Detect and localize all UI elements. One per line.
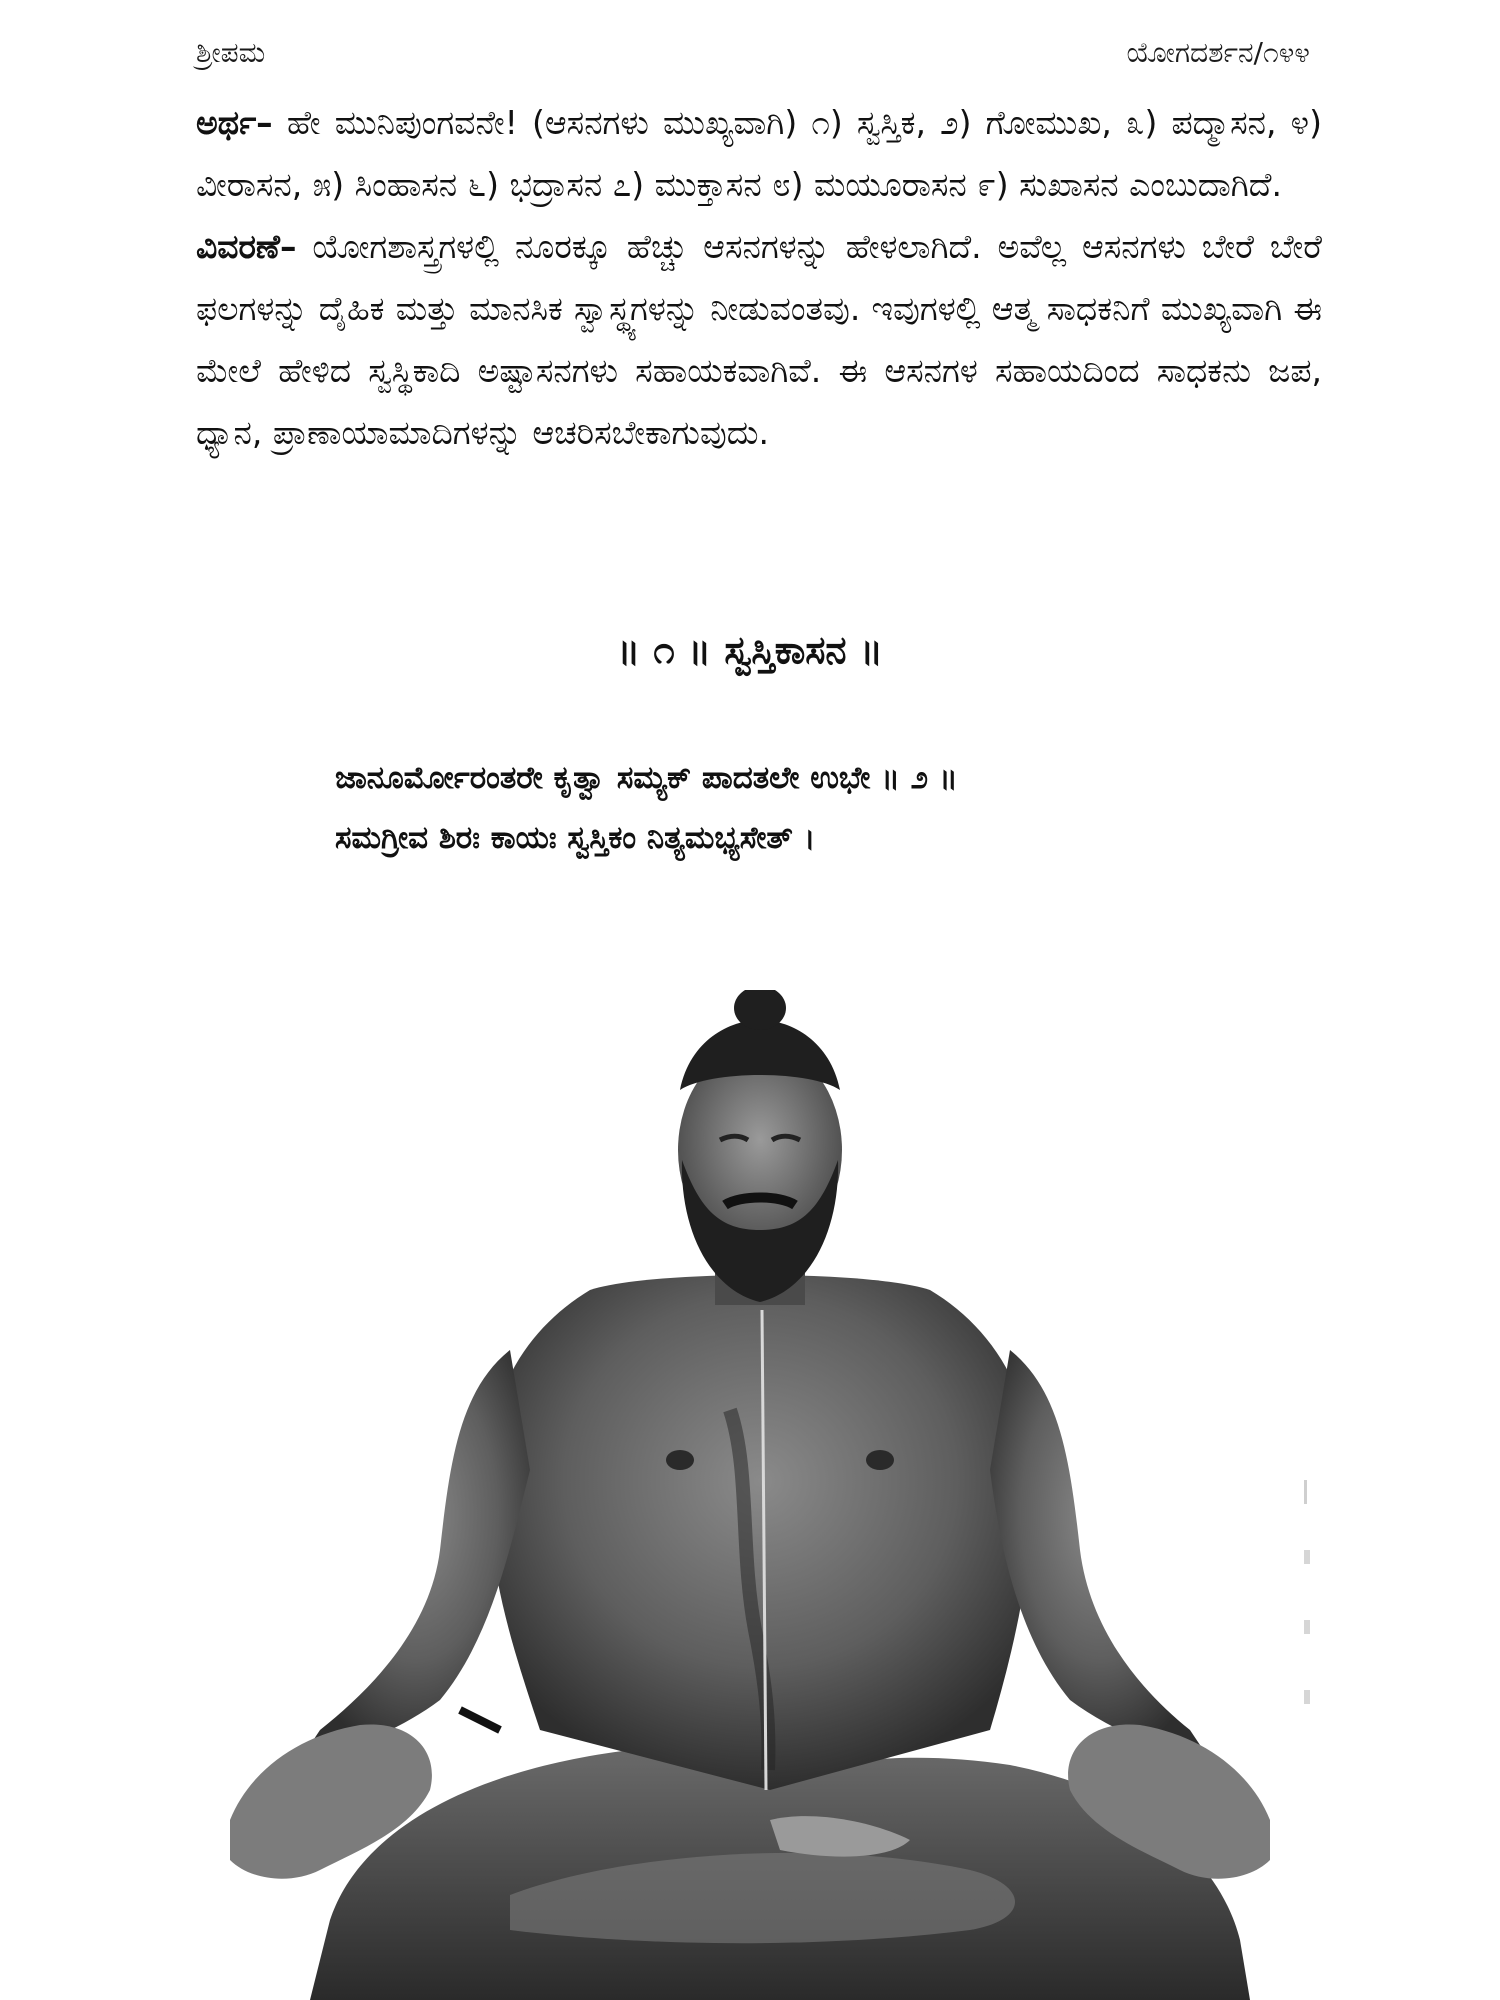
page-header-left: ಶ್ರೀಪಮ	[196, 36, 266, 69]
page-header-right: ಯೋಗದರ್ಶನ/೧೪೪	[1126, 36, 1310, 69]
body-text	[196, 92, 1322, 464]
sanskrit-verse	[335, 748, 1235, 868]
meaning-text: ಹೇ ಮುನಿಪುಂಗವನೇ! (ಆಸನಗಳು ಮುಖ್ಯವಾಗಿ) ೧) ಸ್ವಸ್ತಿಕ, ೨) ಗೋಮುಖ, ೩) ಪದ್ಮಾಸನ, ೪) ವೀರಾಸನ, ೫) ಸಿಂಹಾಸನ ೬) ಭದ್ರಾಸನ ೭) ಮುಕ್ತಾಸನ ೮) ಮಯೂರಾಸನ ೯) ಸುಖಾಸನ ಎಂಬುದಾಗಿದೆ.	[196, 103, 1322, 204]
meaning-label: ಅರ್ಥ–	[196, 103, 273, 142]
section-title: ॥ ೧ ॥ ಸ್ವಸ್ತಿಕಾಸನ ॥	[617, 628, 883, 672]
verse-line-1: ಜಾನೂರ್ಮೋರಂತರೇ ಕೃತ್ವಾ ಸಮ್ಯಕ್ ಪಾದತಲೇ ಉಭೇ ॥ ೨ ॥	[335, 760, 958, 796]
meaning-paragraph	[196, 92, 1322, 216]
margin-marks	[1296, 1480, 1326, 1740]
explanation-text: ಯೋಗಶಾಸ್ತ್ರಗಳಲ್ಲಿ ನೂರಕ್ಕೂ ಹೆಚ್ಚು ಆಸನಗಳನ್ನು ಹೇಳಲಾಗಿದೆ. ಅವೆಲ್ಲ ಆಸನಗಳು ಬೇರೆ ಬೇರೆ ಫಲಗಳನ್ನು ದೈಹಿಕ ಮತ್ತು ಮಾನಸಿಕ ಸ್ವಾಸ್ಥ್ಯಗಳನ್ನು ನೀಡುವಂತವು. ಇವುಗಳಲ್ಲಿ ಆತ್ಮ ಸಾಧಕನಿಗೆ ಮುಖ್ಯವಾಗಿ ಈ ಮೇಲೆ ಹೇಳಿದ ಸ್ವಸ್ಥಿಕಾದಿ ಅಷ್ಟಾಸನಗಳು ಸಹಾಯಕವಾಗಿವೆ. ಈ ಆಸನಗಳ ಸಹಾಯದಿಂದ ಸಾಧಕನು ಜಪ, ಧ್ಯಾನ, ಪ್ರಾಣಾಯಾಮಾದಿಗಳನ್ನು ಆಚರಿಸಬೇಕಾಗುವುದು.	[196, 227, 1322, 452]
asana-photograph	[210, 990, 1290, 2000]
explanation-paragraph	[196, 216, 1322, 464]
man-seated-swastikasana-icon	[210, 990, 1290, 2000]
explanation-label: ವಿವರಣೆ–	[196, 227, 297, 266]
verse-line-2: ಸಮಗ್ರೀವ ಶಿರಃ ಕಾಯಃ ಸ್ವಸ್ತಿಕಂ ನಿತ್ಯಮಭ್ಯಸೇತ್ ।	[335, 820, 816, 856]
